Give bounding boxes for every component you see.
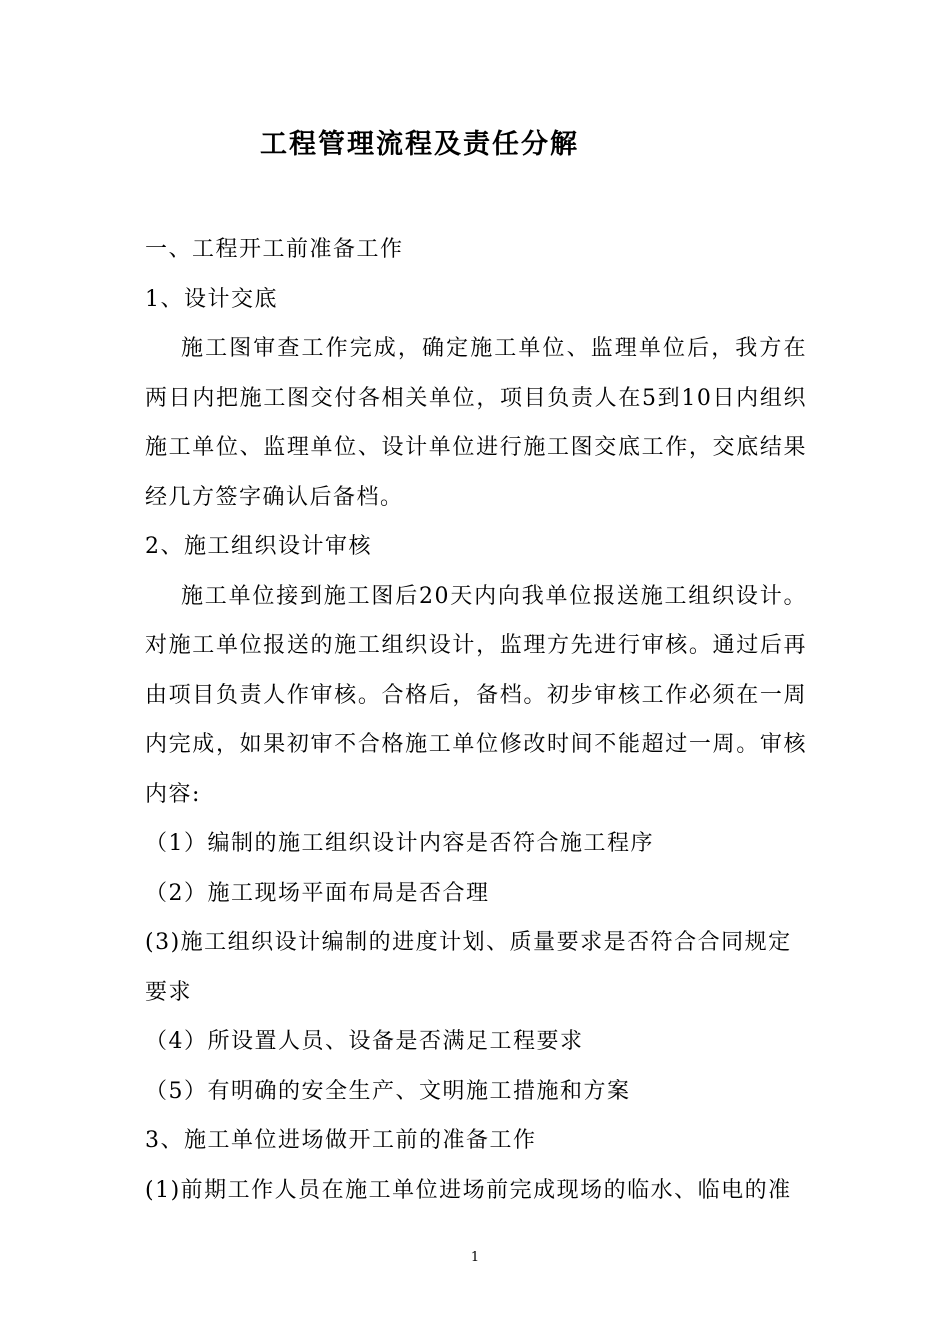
criteria-item: （1）编制的施工组织设计内容是否符合施工程序	[145, 831, 654, 856]
criteria-item: （4）所设置人员、设备是否满足工程要求	[145, 1029, 584, 1054]
criteria-item: （5）有明确的安全生产、文明施工措施和方案	[145, 1078, 631, 1104]
section-heading: 一、工程开工前准备工作	[145, 237, 404, 262]
item-heading: 2、施工组织设计审核	[145, 534, 372, 559]
document-title: 工程管理流程及责任分解	[260, 129, 579, 160]
page-number: 1	[470, 1250, 480, 1265]
criteria-item: (3)施工组织设计编制的进度计划、质量要求是否符合合同规定要求	[145, 930, 792, 1005]
criteria-item: （2）施工现场平面布局是否合理	[145, 880, 490, 906]
paragraph: 施工图审查工作完成，确定施工单位、监理单位后，我方在两日内把施工图交付各相关单位，项目负责人在5到10日内组织施工单位、监理单位、设计单位进行施工图交底工作，交底结果经几方签字确认后备档。	[145, 336, 807, 510]
item-heading: 1、设计交底	[145, 286, 278, 312]
item-heading: 3、施工单位进场做开工前的准备工作	[145, 1128, 537, 1153]
criteria-item: (1)前期工作人员在施工单位进场前完成现场的临水、临电的准	[145, 1177, 792, 1203]
document-body	[145, 225, 807, 1215]
paragraph: 施工单位接到施工图后20天内向我单位报送施工组织设计。对施工单位报送的施工组织设计，监理方先进行审核。通过后再由项目负责人作审核。合格后，备档。初步审核工作必须在一周内完成，如果初审不合格施工单位修改时间不能超过一周。审核内容:	[145, 583, 807, 807]
